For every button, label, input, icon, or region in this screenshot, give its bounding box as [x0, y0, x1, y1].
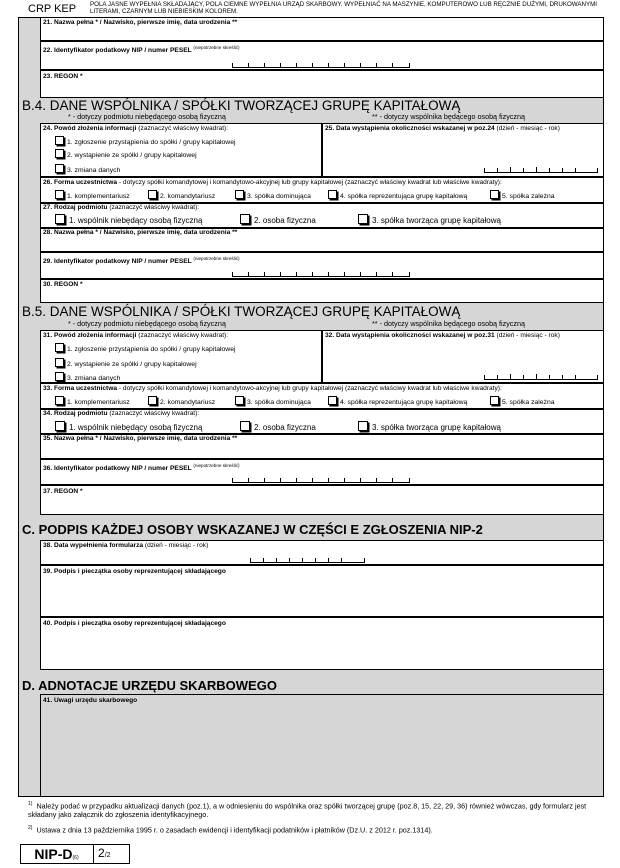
field-30-label: 30. REGON *	[43, 281, 83, 288]
section-c-title: C. PODPIS KAŻDEJ OSOBY WSKAZANEJ W CZĘŚCI E ZGŁOSZENIA NIP-2	[22, 522, 483, 537]
field-35-label: 35. Nazwa pełna * / Nazwisko, pierwsze imię, data urodzenia **	[43, 435, 238, 442]
footnote-2: $^{2)}$ Ustawa z dnia 13 października 1995 r. o zasadach ewidencji i identyfikacji podatników i płatników (Dz.U. z 2012 r. poz.1314).	[28, 825, 433, 835]
field-23-label: 23. REGON *	[43, 73, 83, 80]
field-31-label: 31. Powód złożenia informacji (zaznaczyć właściwy kwadrat):	[43, 332, 229, 339]
field-36-label: 36. Identyfikator podatkowy NIP / numer PESEL $^{(niepotrzebne skreślić)}$	[43, 463, 240, 473]
b5-form-1[interactable]: 1. komplementariusz	[55, 396, 130, 406]
field-25-label: 25. Data wystąpienia okoliczności wskazanej w poz.24 (dzień - miesiąc - rok)	[325, 125, 560, 132]
form-code: CRP KEP	[28, 3, 77, 15]
form-name: NIP-D(6)	[20, 844, 94, 864]
b4-note-left: * - dotyczy podmiotu niebędącego osobą fizyczną	[68, 112, 226, 121]
field-38-label: 38. Data wypełnienia formularza (dzień - miesiąc - rok)	[43, 542, 209, 549]
b5-reason-1[interactable]: 1. zgłoszenie przystąpienia do spółki / grupy kapitałowej	[55, 343, 236, 353]
b5-form-2[interactable]: 2. komandytariusz	[148, 396, 215, 406]
field-39-label: 39. Podpis i pieczątka osoby reprezentującej składającego	[43, 568, 226, 575]
field-37-label: 37. REGON *	[43, 488, 83, 495]
outer-frame	[18, 17, 604, 797]
field-26-label: 26. Forma uczestnictwa - dotyczy spółki komandytowej i komandytowo-akcyjnej lub grupy kapitałowej (zaznaczyć właściwy kwadrat lub właściwe kwadraty):	[43, 179, 502, 186]
b5-note-left: * - dotyczy podmiotu niebędącego osobą fizyczną	[68, 319, 226, 328]
b4-form-4[interactable]: 4. spółka reprezentująca grupę kapitałową	[328, 190, 467, 200]
b5-reason-3[interactable]: 3. zmiana danych	[55, 372, 120, 382]
b4-form-3[interactable]: 3. spółka dominująca	[235, 190, 311, 200]
b4-type-3[interactable]: 3. spółka tworząca grupę kapitałową	[358, 214, 501, 225]
b5-reason-2[interactable]: 2. wystąpienie ze spółki / grupy kapitałowej	[55, 358, 197, 368]
b4-form-1[interactable]: 1. komplementariusz	[55, 190, 130, 200]
b5-form-3[interactable]: 3. spółka dominująca	[235, 396, 311, 406]
b4-type-2[interactable]: 2. osoba fizyczna	[240, 214, 316, 225]
field-34-label: 34. Rodzaj podmiotu (zaznaczyć właściwy kwadrat):	[43, 410, 200, 417]
b4-form-2[interactable]: 2. komandytariusz	[148, 190, 215, 200]
footnote-1: $^{1)}$ Należy podać w przypadku aktualizacji danych (poz.1), a w odniesieniu do wspólnika oraz spółki tworzącej grupę (poz.8, 15, 22, 29, 36) również wówczas, gdy formularz jest składany jako załącznik do zgłoszenia identyfikacyjnego.	[28, 801, 587, 820]
field-22-label: 22. Identyfikator podatkowy NIP / numer PESEL $^{(niepotrzebne skreślić)}$	[43, 45, 240, 55]
section-b4-title: B.4. DANE WSPÓLNIKA / SPÓŁKI TWORZĄCEJ GRUPĘ KAPITAŁOWĄ	[22, 98, 461, 113]
b5-note-right: ** - dotyczy wspólnika będącego osobą fizyczną	[372, 319, 526, 328]
b5-type-2[interactable]: 2. osoba fizyczna	[240, 421, 316, 432]
field-27-label: 27. Rodzaj podmiotu (zaznaczyć właściwy kwadrat):	[43, 204, 200, 211]
b5-form-5[interactable]: 5. spółka zależna	[490, 396, 555, 406]
b5-form-4[interactable]: 4. spółka reprezentująca grupę kapitałową	[328, 396, 467, 406]
b5-type-1[interactable]: 1. wspólnik niebędący osobą fizyczną	[55, 421, 202, 432]
field-32-label: 32. Data wystąpienia okoliczności wskazanej w poz.31 (dzień - miesiąc - rok)	[325, 332, 560, 339]
field-29-label: 29. Identyfikator podatkowy NIP / numer PESEL $^{(niepotrzebne skreślić)}$	[43, 256, 240, 266]
b4-note-right: ** - dotyczy wspólnika będącego osobą fizyczną	[372, 112, 526, 121]
section-d-title: D. ADNOTACJE URZĘDU SKARBOWEGO	[22, 678, 277, 693]
b4-reason-3[interactable]: 3. zmiana danych	[55, 164, 120, 174]
b4-reason-2[interactable]: 2. wystąpienie ze spółki / grupy kapitałowej	[55, 149, 197, 159]
field-33-label: 33. Forma uczestnictwa - dotyczy spółki komandytowej i komandytowo-akcyjnej lub grupy kapitałowej (zaznaczyć właściwy kwadrat lub właściwe kwadraty):	[43, 385, 502, 392]
b5-type-3[interactable]: 3. spółka tworząca grupę kapitałową	[358, 421, 501, 432]
field-40-label: 40. Podpis i pieczątka osoby reprezentującej składającego	[43, 620, 226, 627]
section-b5-title: B.5. DANE WSPÓLNIKA / SPÓŁKI TWORZĄCEJ GRUPĘ KAPITAŁOWĄ	[22, 304, 461, 319]
header-instruction: POLA JASNE WYPEŁNIA SKŁADAJĄCY, POLA CIEMNE WYPEŁNIA URZĄD SKARBOWY. WYPEŁNIAĆ NA MASZYNIE, KOMPUTEROWO LUB RĘCZNIE DUŻYMI, DRUKOWANYMI LITERAMI, CZARNYM LUB NIEBIESKIM KOLOREM.	[90, 1, 598, 16]
b4-form-5[interactable]: 5. spółka zależna	[490, 190, 555, 200]
field-28-label: 28. Nazwa pełna * / Nazwisko, pierwsze imię, data urodzenia **	[43, 229, 238, 236]
field-41-label: 41. Uwagi urzędu skarbowego	[43, 697, 138, 704]
page-number: 2/2	[98, 846, 111, 860]
b4-reason-1[interactable]: 1. zgłoszenie przystąpienia do spółki / grupy kapitałowej	[55, 136, 236, 146]
field-24-label: 24. Powód złożenia informacji (zaznaczyć właściwy kwadrat):	[43, 125, 229, 132]
b4-type-1[interactable]: 1. wspólnik niebędący osobą fizyczną	[55, 214, 202, 225]
field-21-label: 21. Nazwa pełna * / Nazwisko, pierwsze imię, data urodzenia **	[43, 19, 238, 26]
